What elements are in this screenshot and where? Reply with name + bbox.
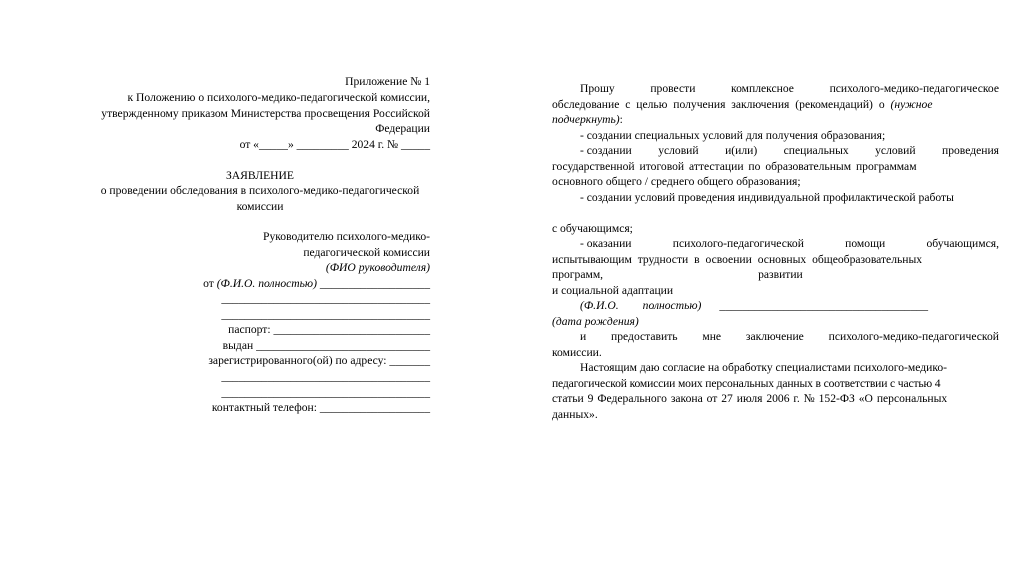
left-page <box>50 0 430 576</box>
word: и <box>580 330 587 343</box>
conclusion-line-2: комиссии. <box>552 346 602 359</box>
phone-field[interactable]: контактный телефон: ___________________ <box>211 401 430 414</box>
appendix-number: Приложение № 1 <box>345 75 430 88</box>
option-assistance-line-3 <box>552 267 999 283</box>
consent-line-3: статьи 9 Федерального закона от 27 июля 2006 г. № 152-ФЗ «О персональных <box>552 392 948 405</box>
word: специальных <box>783 144 849 157</box>
child-name-hint: полностью) <box>642 299 702 312</box>
from-blank: ___________________ <box>316 277 430 290</box>
request-text: обследование с целью получения заключения (рекомендаций) о <box>552 98 891 111</box>
conclusion-line-1 <box>552 329 999 345</box>
option-assistance-line-1[interactable] <box>552 236 999 252</box>
from-hint: (Ф.И.О. полностью) <box>216 277 317 290</box>
request-line-3 <box>552 112 999 128</box>
passport-field[interactable]: паспорт: ___________________________ <box>228 323 430 336</box>
consent-line-2: педагогической комиссии моих персональных данных в соответствии с частью 4 <box>552 377 941 390</box>
option-special-conditions[interactable]: - создании специальных условий для получения образования; <box>580 129 886 142</box>
option-attestation-line-3: основного общего / среднего общего образования; <box>552 175 801 188</box>
child-name-hint: (Ф.И.О. <box>580 299 619 312</box>
from-line <box>203 276 430 292</box>
option-attestation-line-1[interactable] <box>552 143 999 159</box>
blank-line[interactable]: ____________________________________ <box>221 370 430 383</box>
blank-line[interactable]: ____________________________________ <box>221 292 430 305</box>
blank-line[interactable]: ____________________________________ <box>221 386 430 399</box>
word: заключение <box>745 330 804 343</box>
word: психолого-медико-педагогическое <box>829 82 999 95</box>
word: обучающимся, <box>926 237 999 250</box>
address-field[interactable]: зарегистрированного(ой) по адресу: _______ <box>208 354 430 367</box>
issued-field[interactable]: выдан ______________________________ <box>222 339 430 352</box>
word: проведения <box>942 144 999 157</box>
word: - создании <box>580 144 632 157</box>
word: условий <box>658 144 699 157</box>
addressee-line-1: Руководителю психолого-медико- <box>263 230 430 243</box>
word: - оказании <box>580 237 632 250</box>
underline-hint-cont: подчеркнуть) <box>552 113 620 126</box>
addressee-line-2: педагогической комиссии <box>303 246 430 259</box>
word: мне <box>702 330 722 343</box>
document-title: ЗАЯВЛЕНИЕ <box>226 169 294 182</box>
colon: : <box>619 113 623 126</box>
appendix-line-4: от «_____» _________ 2024 г. № _____ <box>239 138 430 151</box>
underline-hint: (нужное <box>890 98 933 111</box>
document-subtitle-2: комиссии <box>236 200 284 213</box>
word: программ, <box>552 268 604 281</box>
dob-hint: (дата рождения) <box>552 315 639 328</box>
word: психолого-медико-педагогической <box>828 330 999 343</box>
appendix-line-1: к Положению о психолого-медико-педагогической комиссии, <box>127 91 430 104</box>
child-name-field[interactable]: ____________________________________ <box>719 299 929 312</box>
word: психолого-педагогической <box>672 237 804 250</box>
option-assistance-line-2: испытывающим трудности в освоении основных общеобразовательных <box>552 253 923 266</box>
word: помощи <box>845 237 886 250</box>
consent-line-1: Настоящим даю согласие на обработку специалистами психолого-медико- <box>580 361 948 374</box>
option-assistance-line-4: и социальной адаптации <box>552 284 674 297</box>
consent-line-4: данных». <box>552 408 598 421</box>
child-name-line <box>552 298 999 314</box>
option-attestation-line-2: государственной итоговой аттестации по образовательным программам <box>552 160 917 173</box>
option-prevention[interactable]: - создании условий проведения индивидуальной профилактической работы <box>580 191 954 204</box>
word: условий <box>875 144 916 157</box>
word: развитии <box>758 268 803 281</box>
document-subtitle-1: о проведении обследования в психолого-медико-педагогической <box>100 184 420 197</box>
request-line-2 <box>552 97 999 113</box>
word: предоставить <box>611 330 678 343</box>
option-prevention-cont: с обучающимся; <box>552 222 633 235</box>
word: комплексное <box>731 82 794 95</box>
right-page <box>552 0 999 576</box>
blank-line[interactable]: ____________________________________ <box>221 308 430 321</box>
word: Прошу <box>580 82 615 95</box>
request-line-1 <box>552 81 999 97</box>
from-prefix: от <box>203 277 217 290</box>
word: провести <box>650 82 696 95</box>
appendix-line-3: Федерации <box>375 122 430 135</box>
addressee-hint: (ФИО руководителя) <box>325 261 430 274</box>
appendix-line-2: утвержденному приказом Министерства просвещения Российской <box>101 107 430 120</box>
word: и(или) <box>725 144 758 157</box>
